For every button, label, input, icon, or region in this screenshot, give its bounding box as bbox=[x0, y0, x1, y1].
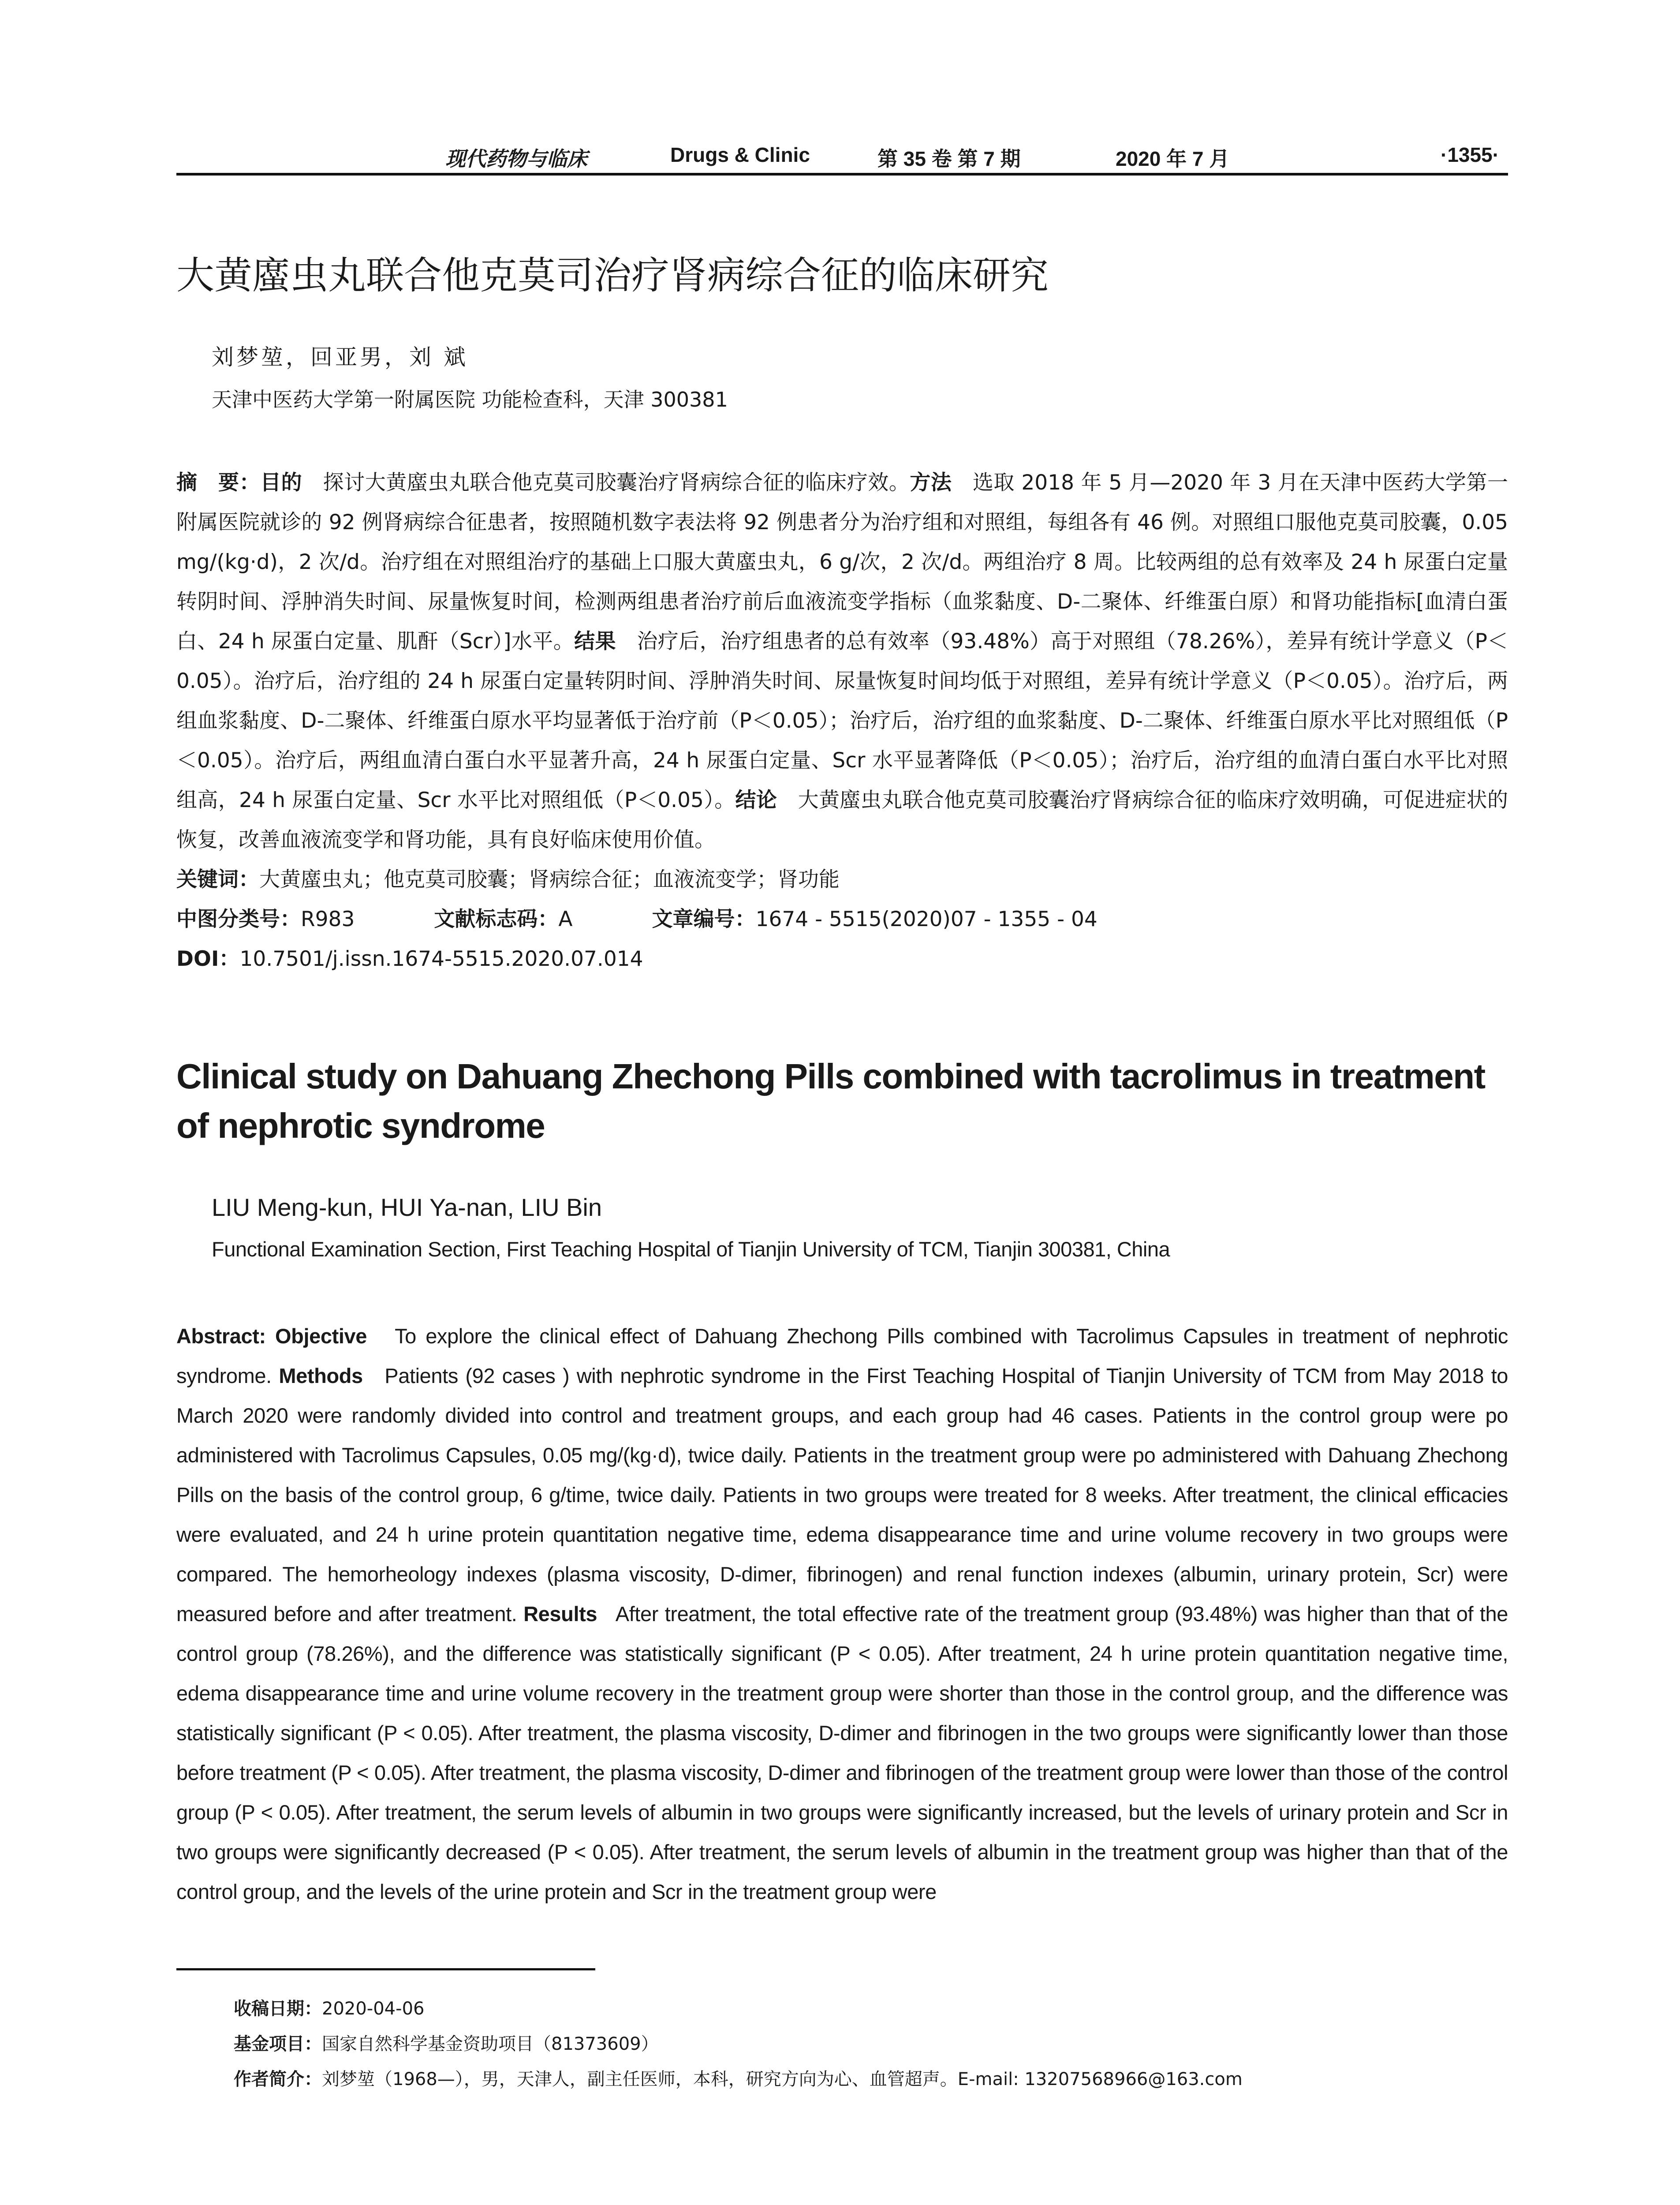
results-cn-text: 治疗后，治疗组患者的总有效率（93.48%）高于对照组（78.26%），差异有统计学意义（P＜0.05）。治疗后，治疗组的 24 h 尿蛋白定量转阴时间、浮肿消失时间、尿量恢复时间均低于对照组，差异有统计学意义（P＜0.05）。治疗后，两组血浆黏度、D-二聚体、纤维蛋白原水平均显著低于治疗前（P＜0.05）；治疗后，治疗组的血浆黏度、D-二聚体、纤维蛋白原水平比对照组低（P＜0.05）。治疗后，两组血清白蛋白水平显著升高，24 h 尿蛋白定量、Scr 水平显著降低（P＜0.05）；治疗后，治疗组的血清白蛋白水平比对照组高，24 h 尿蛋白定量、Scr 水平比对照组低（P＜0.05）。 bbox=[176, 629, 1508, 812]
abstract-en-body bbox=[176, 1316, 1508, 1912]
authors-en: LIU Meng-kun, HUI Ya-nan, LIU Bin bbox=[212, 1193, 602, 1221]
affiliation-en: Functional Examination Section, First Teaching Hospital of Tianjin University of TCM, Tianjin 300381, China bbox=[212, 1237, 1170, 1261]
methods-cn-text: 选取 2018 年 5 月—2020 年 3 月在天津中医药大学第一附属医院就诊的 92 例肾病综合征患者，按照随机数字表法将 92 例患者分为治疗组和对照组，每组各有 46 例。对照组口服他克莫司胶囊，0.05 mg/(kg·d)，2 次/d。治疗组在对照组治疗的基础上口服大黄䗪虫丸，6 g/次，2 次/d。两组治疗 8 周。比较两组的总有效率及 24 h 尿蛋白定量转阴时间、浮肿消失时间、尿量恢复时间，检测两组患者治疗前后血液流变学指标（血浆黏度、D-二聚体、纤维蛋白原）和肾功能指标[血清白蛋白、24 h 尿蛋白定量、肌酐（Scr）]水平。 bbox=[176, 471, 1508, 654]
methods-en-label: Methods bbox=[279, 1364, 363, 1387]
author-bio-text: 刘梦堃（1968—），男，天津人，副主任医师，本科，研究方向为心、血管超声。E-mail: 13207568966@163.com bbox=[322, 2069, 1243, 2089]
journal-name-cn: 现代药物与临床 bbox=[445, 147, 587, 170]
volume-issue: 第 35 卷 第 7 期 bbox=[877, 147, 1021, 170]
footnotes bbox=[234, 1991, 1243, 2097]
doi-label: DOI： bbox=[176, 947, 240, 971]
abstract-en bbox=[176, 1316, 1508, 1912]
page-number: ·1355· bbox=[1441, 143, 1499, 166]
doi-value: 10.7501/j.issn.1674-5515.2020.07.014 bbox=[239, 947, 643, 971]
authors-cn: 刘梦堃，回亚男，刘 斌 bbox=[212, 344, 468, 370]
methods-en-text: Patients (92 cases ) with nephrotic syndrome in the First Teaching Hospital of Tianjin University of TCM from May 2018 to March 2020 were randomly divided into control and treatment groups, and each group had 46 cases. Patients in the control group were po administered with Tacrolimus Capsules, 0.05 mg/(kg·d), twice daily. Patients in the treatment group were po administered with Dahuang Zhechong Pills on the basis of the control group, 6 g/time, twice daily. Patients in two groups were treated for 8 weeks. After treatment, the clinical efficacies were evaluated, and 24 h urine protein quantitation negative time, edema disappearance time and urine volume recovery in two groups were compared. The hemorheology indexes (plasma viscosity, D-dimer, fibrinogen) and renal function indexes (albumin, urinary protein, Scr) were measured before and after treatment. bbox=[176, 1364, 1508, 1626]
issue-date: 2020 年 7 月 bbox=[1116, 147, 1230, 170]
objective-en-text: To explore the clinical effect of Dahuang Zhechong Pills combined with Tacrolimus Capsules in treatment of nephrotic syndrome. bbox=[176, 1324, 1508, 1387]
article-title-en: Clinical study on Dahuang Zhechong Pills combined with tacrolimus in treatment of nephrotic syndrome bbox=[176, 1057, 1485, 1145]
abstract-en-label: Abstract: bbox=[176, 1324, 266, 1348]
fund-text: 国家自然科学基金资助项目（81373609） bbox=[322, 2034, 659, 2054]
running-header bbox=[176, 140, 1508, 176]
articleno-value: 1674 - 5515(2020)07 - 1355 - 04 bbox=[755, 907, 1098, 931]
classification-line bbox=[176, 900, 1508, 939]
objective-cn-label: 目的 bbox=[260, 471, 302, 495]
footnote-author bbox=[234, 2062, 1243, 2097]
clc-value: R983 bbox=[301, 907, 355, 931]
journal-name-en: Drugs & Clinic bbox=[670, 143, 810, 166]
articleno-label: 文章编号： bbox=[652, 907, 756, 931]
keywords-cn-label: 关键词： bbox=[176, 867, 259, 892]
conclusion-cn-label: 结论 bbox=[735, 788, 777, 812]
results-cn-label: 结果 bbox=[574, 629, 616, 654]
footnote-divider bbox=[176, 1968, 595, 1970]
fund-label: 基金项目： bbox=[234, 2034, 322, 2054]
abstract-cn-label: 摘 要： bbox=[176, 471, 261, 495]
affiliation-cn: 天津中医药大学第一附属医院 功能检查科，天津 300381 bbox=[212, 388, 728, 411]
conclusion-cn-text: 大黄䗪虫丸联合他克莫司胶囊治疗肾病综合征的临床疗效明确，可促进症状的恢复，改善血液流变学和肾功能，具有良好临床使用价值。 bbox=[176, 788, 1508, 852]
doccode-label: 文献标志码： bbox=[434, 907, 559, 931]
results-en-text: After treatment, the total effective rate of the treatment group (93.48%) was higher than that of the control group (78.26%), and the difference was statistically significant (P < 0.05). After treatment, 24 h urine protein quantitation negative time, edema disappearance time and urine volume recovery in the treatment group were shorter than those in the control group, and the difference was statistically significant (P < 0.05). After treatment, the plasma viscosity, D-dimer and fibrinogen in the two groups were significantly lower than those before treatment (P < 0.05). After treatment, the plasma viscosity, D-dimer and fibrinogen of the treatment group were lower than those of the control group (P < 0.05). After treatment, the serum levels of albumin in two groups were significantly increased, but the levels of urinary protein and Scr in two groups were significantly decreased (P < 0.05). After treatment, the serum levels of albumin in the treatment group was higher than that of the control group, and the levels of the urine protein and Scr in the treatment group were bbox=[176, 1602, 1508, 1903]
received-label: 收稿日期： bbox=[234, 1999, 322, 2019]
footnote-received bbox=[234, 1991, 1243, 2026]
abstract-cn-body bbox=[176, 463, 1508, 860]
received-date: 2020-04-06 bbox=[322, 1999, 425, 2019]
objective-en-label: Objective bbox=[275, 1324, 367, 1348]
article-title-cn: 大黄䗪虫丸联合他克莫司治疗肾病综合征的临床研究 bbox=[176, 254, 1049, 298]
keywords-cn-text: 大黄䗪虫丸；他克莫司胶囊；肾病综合征；血液流变学；肾功能 bbox=[259, 867, 840, 892]
methods-cn-label: 方法 bbox=[910, 471, 952, 495]
author-bio-label: 作者简介： bbox=[234, 2069, 322, 2089]
clc-label: 中图分类号： bbox=[176, 907, 301, 931]
doi-line bbox=[176, 939, 1508, 979]
results-en-label: Results bbox=[523, 1602, 597, 1626]
keywords-cn bbox=[176, 860, 1508, 900]
footnote-fund bbox=[234, 2026, 1243, 2062]
objective-cn-text: 探讨大黄䗪虫丸联合他克莫司胶囊治疗肾病综合征的临床疗效。 bbox=[302, 471, 910, 495]
doccode-value: A bbox=[558, 907, 573, 931]
abstract-cn bbox=[176, 463, 1508, 979]
